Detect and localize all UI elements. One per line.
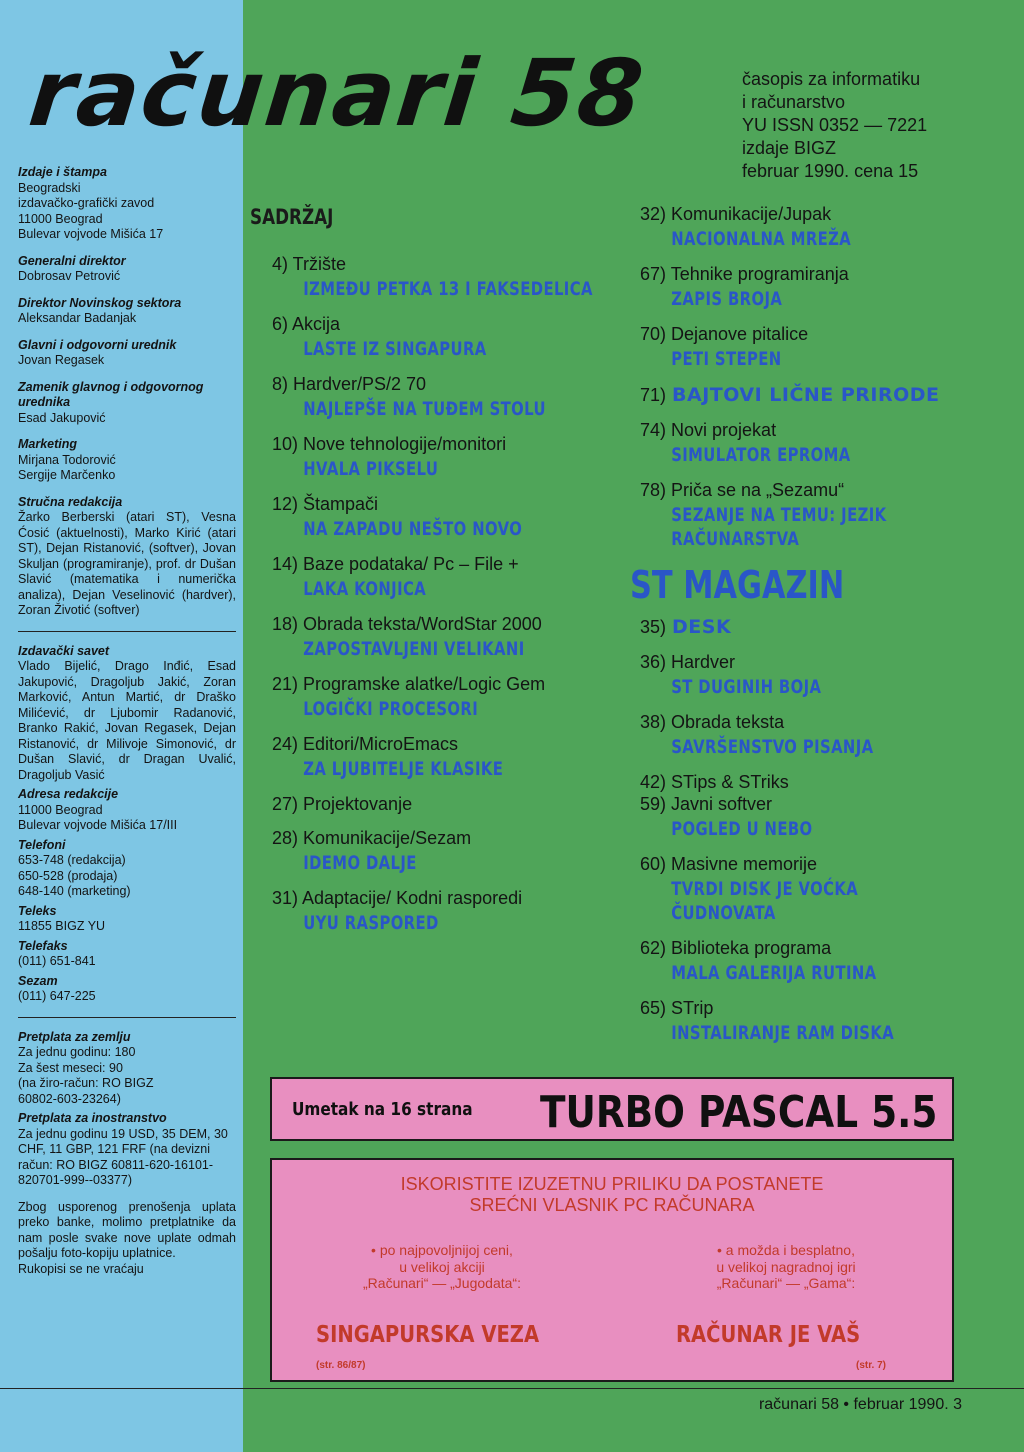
promo-right-text — [636, 1242, 936, 1292]
toc-entry-title: 28) Komunikacije/Sezam — [272, 828, 472, 848]
toc-entry-headline: ZA LJUBITELJE KLASIKE — [303, 758, 504, 780]
toc-entry-headline: SEZANJE NA TEMU: JEZIK RAČUNARSTVA — [671, 504, 887, 550]
toc-entry-headline: TVRDI DISK JE VOĆKA ČUDNOVATA — [671, 878, 859, 924]
imprint-heading: Zamenik glavnog i odgovornog urednika — [18, 379, 204, 409]
toc-entry — [272, 733, 592, 781]
toc-entry — [272, 827, 592, 875]
imprint-heading: Direktor Novinskog sektora — [18, 295, 182, 310]
toc-entry-title: 14) Baze podataka/ Pc – File + — [272, 554, 519, 574]
toc-entry — [272, 493, 592, 541]
promo-headline-line: SREĆNI VLASNIK PC RAČUNARA — [469, 1195, 755, 1215]
promo-page-ref-left: (str. 86/87) — [316, 1360, 366, 1371]
imprint-line: 650-528 (prodaja) — [18, 868, 118, 883]
imprint-address — [18, 787, 236, 834]
promo-line: • a možda i besplatno, — [717, 1242, 855, 1258]
promo-line: u velikoj nagradnoj igri — [716, 1258, 856, 1275]
toc-entry — [640, 711, 960, 759]
toc-entry-headline: SIMULATOR EPROMA — [671, 444, 851, 466]
toc-entry-headline: SAVRŠENSTVO PISANJA — [671, 736, 874, 758]
promo-headline — [272, 1174, 952, 1216]
toc-entry — [640, 479, 960, 551]
insert-banner — [270, 1077, 954, 1141]
toc-entry — [640, 203, 960, 251]
toc-entry — [640, 771, 960, 793]
toc-entry-headline: INSTALIRANJE RAM DISKA — [671, 1022, 895, 1044]
imprint-heading: Marketing — [18, 437, 78, 451]
imprint-heading: Telefoni — [18, 837, 66, 852]
promo-box — [270, 1158, 954, 1382]
promo-line: „Računari“ — „Gama“: — [716, 1275, 856, 1291]
imprint-editorial-staff — [18, 495, 236, 619]
toc-entry — [640, 323, 960, 371]
toc-entry-headline: LOGIČKI PROCESORI — [303, 698, 479, 720]
toc-entry-headline: NAJLEPŠE NA TUĐEM STOLU — [303, 398, 546, 420]
toc-entry-headline: NACIONALNA MREŽA — [671, 228, 852, 250]
toc-entry-title: 70) Dejanove pitalice — [640, 324, 809, 344]
page-footer: računari 58 • februar 1990. 3 — [758, 1396, 962, 1413]
imprint-heading: Glavni i odgovorni urednik — [18, 337, 177, 352]
toc-entry-headline: DESK — [672, 616, 732, 638]
imprint-note: Zbog usporenog prenošenja uplata preko banke, molimo pretplatnike da nam posle svake nove uplate odmah pošalju foto-kopiju uplatnice. — [18, 1199, 236, 1260]
footer-divider — [0, 1388, 1024, 1389]
toc-entry-headline: ZAPIS BROJA — [671, 288, 783, 310]
toc-entry — [640, 615, 960, 639]
imprint-line: 11000 Beograd — [18, 211, 103, 226]
toc-entry-headline: IZMEĐU PETKA 13 I FAKSEDELICA — [303, 278, 593, 300]
toc-entry-headline: LAKA KONJICA — [303, 578, 427, 600]
imprint-heading: Telefaks — [18, 938, 68, 953]
imprint-line: Sergije Marčenko — [18, 468, 116, 482]
toc-entry-headline: POGLED U NEBO — [671, 818, 813, 840]
st-magazin-heading: ST MAGAZIN — [630, 563, 845, 607]
imprint-sector-director — [18, 296, 236, 327]
imprint-heading: Izdaje i štampa — [18, 165, 107, 179]
promo-line: • po najpovoljnijoj ceni, — [371, 1242, 513, 1258]
imprint-heading: Sezam — [18, 973, 58, 988]
toc-entry-title: 42) STips & STriks — [640, 772, 789, 792]
toc-entry-headline: MALA GALERIJA RUTINA — [671, 962, 877, 984]
toc-entry-headline: ZAPOSTAVLJENI VELIKANI — [303, 638, 525, 660]
imprint-telex — [18, 904, 236, 935]
divider — [18, 1017, 236, 1018]
imprint-editor-in-chief — [18, 338, 236, 369]
divider — [18, 631, 236, 632]
imprint-sezam — [18, 974, 236, 1005]
toc-entry — [272, 313, 592, 361]
contents-list-right — [630, 203, 960, 1057]
imprint-deputy-editor — [18, 380, 236, 427]
imprint-line: Beogradski — [18, 180, 81, 195]
toc-entry — [272, 613, 592, 661]
contents-heading: SADRŽAJ — [250, 205, 334, 229]
toc-entry-title: 35) — [640, 617, 667, 637]
imprint-line: 60802-603-23264) — [18, 1091, 121, 1106]
imprint-heading: Izdavački savet — [18, 643, 110, 658]
toc-entry-headline: BAJTOVI LIČNE PRIRODE — [672, 384, 940, 406]
imprint-line: Bulevar vojvode Mišića 17 — [18, 227, 164, 241]
promo-line: u velikoj akciji — [399, 1258, 485, 1275]
info-line: i računarstvo — [742, 92, 846, 112]
imprint-line: Aleksandar Badanjak — [18, 311, 137, 325]
toc-entry — [272, 887, 592, 935]
toc-entry-title: 21) Programske alatke/Logic Gem — [272, 674, 546, 694]
imprint-publishing-council — [18, 644, 236, 784]
toc-entry — [272, 553, 592, 601]
imprint-heading: Adresa redakcije — [18, 787, 119, 801]
toc-entry-title: 78) Priča se na „Sezamu“ — [640, 480, 845, 500]
toc-entry-title: 27) Projektovanje — [272, 794, 413, 814]
toc-entry-title: 31) Adaptacije/ Kodni rasporedi — [272, 888, 523, 908]
toc-entry-title: 62) Biblioteka programa — [640, 938, 832, 958]
promo-line: „Računari“ — „Jugodata“: — [363, 1275, 521, 1291]
imprint-line: 11000 Beograd — [18, 802, 103, 817]
toc-entry — [640, 383, 960, 407]
info-line: časopis za informatiku — [742, 69, 921, 89]
toc-entry — [640, 651, 960, 699]
imprint-manuscripts: Rukopisi se ne vraćaju — [18, 1261, 144, 1276]
imprint-marketing — [18, 437, 236, 484]
toc-entry — [272, 793, 592, 815]
imprint-line: Bulevar vojvode Mišića 17/III — [18, 818, 178, 832]
magazine-info — [742, 68, 927, 183]
imprint-line: (011) 651-841 — [18, 954, 96, 968]
toc-entry-headline: NA ZAPADU NEŠTO NOVO — [303, 518, 523, 540]
imprint-heading: Stručna redakcija — [18, 494, 123, 509]
toc-entry-title: 18) Obrada teksta/WordStar 2000 — [272, 614, 542, 634]
imprint-line: 648-140 (marketing) — [18, 884, 131, 898]
toc-entry-title: 8) Hardver/PS/2 70 — [272, 374, 427, 394]
toc-entry-title: 59) Javni softver — [640, 794, 773, 814]
toc-entry-headline: PETI STEPEN — [671, 348, 782, 370]
imprint — [18, 165, 236, 1277]
imprint-publisher — [18, 165, 236, 243]
imprint-subscription-domestic — [18, 1030, 236, 1108]
imprint-line: Dobrosav Petrović — [18, 269, 121, 283]
promo-left-text — [292, 1242, 592, 1292]
promo-offer-right: RAČUNAR JE VAŠ — [676, 1322, 861, 1348]
imprint-heading: Pretplata za inostranstvo — [18, 1111, 167, 1125]
toc-entry-title: 32) Komunikacije/Jupak — [640, 204, 832, 224]
toc-entry — [272, 253, 592, 301]
toc-entry-title: 38) Obrada teksta — [640, 712, 785, 732]
contents-list-middle — [272, 253, 592, 947]
toc-entry-title: 67) Tehnike programiranja — [640, 264, 849, 284]
promo-offer-left: SINGAPURSKA VEZA — [316, 1322, 540, 1348]
toc-entry-title: 10) Nove tehnologije/monitori — [272, 434, 507, 454]
imprint-fax — [18, 939, 236, 970]
imprint-general-director — [18, 254, 236, 285]
imprint-line: 653-748 (redakcija) — [18, 853, 126, 867]
promo-headline-line: ISKORISTITE IZUZETNU PRILIKU DA POSTANETE — [400, 1174, 824, 1194]
toc-entry — [640, 853, 960, 925]
imprint-line: 11855 BIGZ YU — [18, 919, 106, 933]
promo-page-ref-right: (str. 7) — [856, 1360, 887, 1371]
toc-entry-title: 65) STrip — [640, 998, 714, 1018]
imprint-heading: Generalni direktor — [18, 253, 126, 268]
imprint-phones — [18, 838, 236, 900]
imprint-line: Esad Jakupović — [18, 410, 106, 425]
toc-entry — [272, 433, 592, 481]
info-line: YU ISSN 0352 — 7221 — [742, 115, 928, 135]
imprint-text: Za jednu godinu 19 USD, 35 DEM, 30 CHF, 11 GBP, 121 FRF (na devizni račun: RO BIGZ 60811-620-16101-820701-999--03377) — [18, 1126, 228, 1187]
toc-entry-title: 12) Štampači — [272, 494, 379, 514]
imprint-text: Vlado Bijelić, Drago Inđić, Esad Jakupović, Dragoljub Jakić, Zoran Marković, Antun Martić, dr Draško Milićević, dr Ljubomir Radanović, Branko Rakić, Jovan Regasek, Dejan Ristanović, dr Milivoje Simonović, dr Dušan Slavić, dr Dragan Uvalić, Dragoljub Vasić — [18, 659, 236, 782]
toc-entry — [272, 373, 592, 421]
toc-entry-title: 4) Tržište — [272, 254, 347, 274]
toc-entry-title: 36) Hardver — [640, 652, 736, 672]
toc-entry-title: 60) Masivne memorije — [640, 854, 818, 874]
toc-entry — [640, 263, 960, 311]
insert-label: Umetak na 16 strana — [292, 1099, 473, 1120]
toc-entry-headline: LASTE IZ SINGAPURA — [303, 338, 487, 360]
toc-entry-headline: IDEMO DALJE — [303, 852, 417, 874]
toc-entry-title: 6) Akcija — [272, 314, 341, 334]
imprint-heading: Teleks — [18, 903, 57, 918]
imprint-line: Jovan Regasek — [18, 353, 105, 367]
toc-entry-title: 24) Editori/MicroEmacs — [272, 734, 459, 754]
imprint-line: (011) 647-225 — [18, 989, 96, 1003]
toc-entry — [640, 937, 960, 985]
imprint-line: (na žiro-račun: RO BIGZ — [18, 1076, 154, 1090]
toc-entry-headline: UYU RASPORED — [303, 912, 439, 934]
magazine-title: računari 58 — [24, 40, 650, 147]
info-line: februar 1990. cena 15 — [742, 161, 919, 181]
imprint-line: Za šest meseci: 90 — [18, 1060, 123, 1075]
info-line: izdaje BIGZ — [742, 138, 837, 158]
toc-entry-headline: HVALA PIKSELU — [303, 458, 439, 480]
toc-entry-headline: ST DUGINIH BOJA — [671, 676, 822, 698]
toc-entry-title: 71) — [640, 385, 667, 405]
toc-entry — [640, 419, 960, 467]
imprint-subscription-foreign — [18, 1111, 236, 1189]
imprint-line: Za jednu godinu: 180 — [18, 1045, 136, 1059]
imprint-text: Žarko Berberski (atari ST), Vesna Ćosić (aktuelnosti), Marko Kirić (atari ST), Dejan Ristanović, (softver), Jovan Skuljan (programiranje), prof. dr Dušan Slavić (matematika i numerička analiza), Dejan Veselinović (hardver), Zoran Životić (softver) — [18, 510, 236, 617]
imprint-line: Mirjana Todorović — [18, 452, 116, 467]
toc-entry-title: 74) Novi projekat — [640, 420, 777, 440]
toc-entry — [640, 997, 960, 1045]
insert-title: TURBO PASCAL 5.5 — [540, 1087, 938, 1138]
imprint-heading: Pretplata za zemlju — [18, 1029, 131, 1044]
imprint-line: izdavačko-grafički zavod — [18, 196, 155, 210]
toc-entry — [640, 793, 960, 841]
toc-entry — [272, 673, 592, 721]
